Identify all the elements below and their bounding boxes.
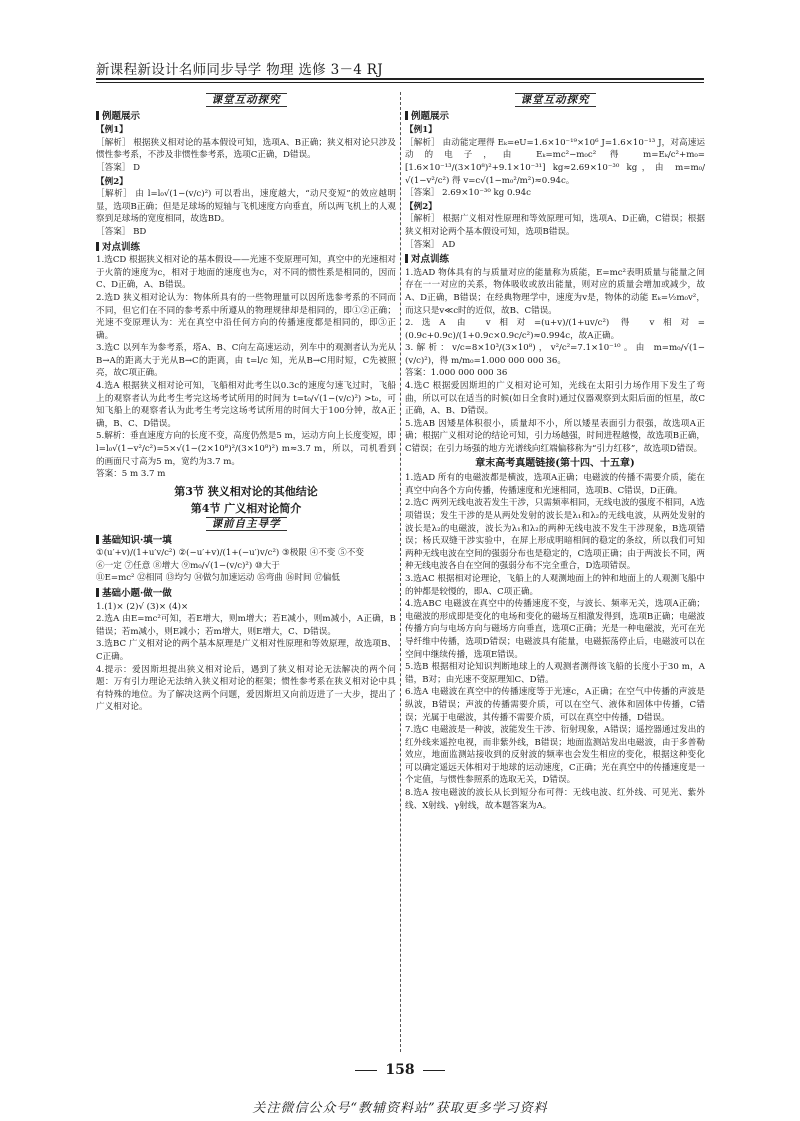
example-label: 【例1】 [405,125,437,136]
exercise-item: 3.选BC 广义相对论的两个基本原理是广义相对性原理和等效原理，故选项B、C正确。 [96,639,396,662]
footer-note: 关注微信公众号“教辅资料站”获取更多学习资料 [252,1101,548,1116]
right-column [405,92,705,812]
exercise-item: 5.解析：垂直速度方向的长度不变，高度仍然是5 m，运动方向上长度变短，即 l=l₀√(1−v²/c²)=5×√(1−(2×10⁸)²/(3×10⁸)²) m≈3.7 m，所以，司机看到的画面尺寸高为5 m，宽约为3.7 m。 [96,431,396,467]
example-answer: ［答案］ AD [405,239,456,250]
exercise-item: 1.选CD 根据狭义相对论的基本假设——光速不变原理可知，真空中的光速相对于火箭的速度为c，相对于地面的速度也为c，对不同的惯性系是相同的，因而C、D正确，A、B错误。 [96,255,396,291]
subsection-heading: 例题展示 [96,111,396,124]
example-label: 【例2】 [405,201,437,212]
section-banner: 课前自主导学 [96,518,396,531]
subsection-heading: 例题展示 [405,111,705,124]
fill-answers: ⑪E=mc² ⑫相同 ⑬均匀 ⑭做匀加速运动 ⑮弯曲 ⑯时间 ⑰偏低 [96,573,340,584]
subsection-heading: 对点训练 [405,254,705,267]
exercise-item: 2.选C 两列无线电波若发生干涉，只需频率相同，无线电波的强度不相同，A选项错误；发生干涉的是从两处发射的波长是λ₁和λ₂的无线电波，从两处发射的波长是λ₂的电磁波，波长为λ₁和λ₂的两种无线电波不发生干涉现象，B选项错误；杨氏双缝干涉实验中，在屏上形成明暗相间的稳定的条纹，所以我们可知两种无线电波在空间的强弱分布也是稳定的，C选项正确；由于两波长不同，两种无线电波各自在空间的强弱分布不完全重合，D选项错误。 [405,498,705,572]
exercise-item: 3.解析：v/c=8×10³/(3×10⁸)，v²/c²=7.1×10⁻¹⁰。由 m=m₀/√(1−(v/c)²)，得 m/m₀=1.000 000 000 36。 [405,343,705,366]
subsection-heading: 基础知识·填一填 [96,535,396,548]
page-number: 158 [0,1062,800,1078]
fill-answers: ①(u′+v)/(1+u′v/c²) ②(−u′+v)/(1+(−u′)v/c²) ③极限 ④不变 ⑤不变 [96,548,364,559]
subsection-heading: 对点训练 [96,242,396,255]
exercise-answer: 答案：1.000 000 000 36 [405,368,508,379]
exercise-item: 1.选AD 所有的电磁波都是横波，选项A正确；电磁波的传播不需要介质，能在真空中向各个方向传播，传播速度和光速相同，选项B、C错误，D正确。 [405,473,705,496]
exercise-item: 8.选A 按电磁波的波长从长到短分布可得：无线电波、红外线、可见光、紫外线、X射线、γ射线，故本题答案为A。 [405,788,705,811]
chapter-section-title: 第3节 狭义相对论的其他结论 [174,484,318,498]
section-banner: 课堂互动探究 [96,94,396,107]
chapter-section-title: 第4节 广义相对论简介 [190,502,302,516]
exercise-item: 2.选D 狭义相对论认为：物体所具有的一些物理量可以因所选参考系的不同而不同，但它们在不同的参考系中所遵从的物理规律却是相同的，即①②正确；光速不变原理认为：光在真空中沿任何方向的传播速度都是相同的，即③正确。 [96,292,396,341]
exercise-item: 7.选C 电磁波是一种波，波能发生干涉、衍射现象，A错误；遥控器通过发出的红外线来遥控电视，而非紫外线，B错误；地面监测站发出电磁波，由于多普勒效应，地面监测站接收到的反射波的频率也会发生相应的变化，根据这种变化可以确定遥远天体相对于地球的运动速度，C正确；光在真空中的传播速度是一个定值，与惯性参照系的选取无关，D错误。 [405,725,705,786]
header-rule-thin [96,82,704,83]
exercise-item: 3.选AC 根据相对论理论，飞船上的人观测地面上的钟和地面上的人观测飞船中的钟都是较慢的，即A、C项正确。 [405,573,705,597]
header-rule [96,78,704,80]
exercise-item: 1.(1)× (2)√ (3)× (4)× [96,601,189,612]
subsection-heading: 基础小题·做一做 [96,588,396,601]
exercise-item: 5.选AB 因矮星体积很小，质量却不小，所以矮星表面引力很强，故选项A正确；根据广义相对论的结论可知，引力场越强，时间进程越慢，故选项B正确，C错误；在引力场强的地方光谱线向红端偏移称为“引力红移”，故选项D错误。 [405,418,705,455]
example-answer: ［答案］ 2.69×10⁻³⁰ kg 0.94c [405,188,531,199]
left-column [96,92,396,714]
exercise-item: 2.选A 由 v相对=(u+v)/(1+uv/c²) 得 v相对=(0.9c+0.9c)/(1+0.9c×0.9c/c²)≈0.994c，故A正确。 [405,318,705,341]
example-label: 【例2】 [96,176,128,187]
exercise-item: 1.选AD 物体具有的与质量对应的能量称为质能，E=mc²表明质量与能量之间存在一一对应的关系，物体吸收或放出能量，则对应的质量会增加或减少，故A、D正确，B错误；在经典物理学中，速度为v是，物体的动能 Eₖ=½m₀v²，而这只是v≪c时的近似，故B、C错误。 [405,267,705,316]
exercise-item: 6.选A 电磁波在真空中的传播速度等于光速c，A正确；在空气中传播的声波是纵波，B错误；声波的传播需要介质，可以在空气、液体和固体中传播，C错误；光属于电磁波，其传播不需要介质，可以在真空中传播，D错误。 [405,687,705,723]
exercise-item: 5.选B 根据相对论知识判断地球上的人观测者测得该飞船的长度小于30 m，A错，B对；由光速不变原理知C、D错。 [405,662,705,685]
chapter-section-title: 章末高考真题链接(第十四、十五章) [475,457,635,469]
example-solution: ［解析］ 根据广义相对性原理和等效原理可知，选项A、D正确，C错误；根据狭义相对论两个基本假设可知，选项B错误。 [405,214,705,237]
exercise-item: 3.选C 以列车为参考系，塔A、B、C向左高速运动，列车中的观测者认为光从B→A的距离大于光从B→C的距离，由 t=l/c 知，光从B→C用时短，C先被照亮，故C项正确。 [96,343,396,379]
exercise-answer: 答案：5 m 3.7 m [96,469,166,480]
example-solution: ［解析］ 由动能定理得 Eₖ=eU=1.6×10⁻¹⁹×10⁶ J=1.6×10⁻¹³ J，对高速运动的电子，由 Eₖ=mc²−m₀c² 得 m=Eₖ/c²+m₀=[1.6×10⁻¹³/(3×10⁸)²+9.1×10⁻³¹] kg≈2.69×10⁻³⁰ kg，由 m=m₀/√(1−v²/c²) 得 v=c√(1−m₀²/m²)≈0.94c。 [405,137,705,186]
fill-answers: ⑥一定 ⑦任意 ⑧增大 ⑨m₀/√(1−(v/c)²) ⑩大于 [96,560,280,571]
column-divider [400,92,401,1052]
exercise-item: 4.选ABC 电磁波在真空中的传播速度不变，与波长、频率无关，选项A正确；电磁波的形成即是变化的电场和变化的磁场互相激发得到，选项B正确；电磁波传播方向与电场方向与磁场方向垂直，选项C正确；光是一种电磁波，光可在光导纤维中传播，选项D错误；电磁波具有能量，电磁振荡停止后，电磁波可以在空间中继续传播，选项E错误。 [405,599,705,660]
example-answer: ［答案］ BD [96,226,147,237]
section-banner: 课堂互动探究 [405,94,705,107]
example-solution: ［解析］ 由 l=l₀√(1−(v/c)²) 可以看出，速度越大，“动尺变短”的效应越明显，选项B正确；但是足球场的短轴与飞机速度方向垂直，所以两飞机上的人观察到足球场的宽度相同，故选BD。 [96,189,396,225]
example-solution: ［解析］ 根据狭义相对论的基本假设可知，选项A、B正确；狭义相对论只涉及惯性参考系，不涉及非惯性参考系，选项C正确，D错误。 [96,137,396,161]
exercise-item: 4.选A 根据狭义相对论可知，飞船相对此考生以0.3c的速度匀速飞过时，飞船上的观察者认为此考生考完这场考试所用的时间为 t=t₀/√(1−(v/c)²) >t₀，可知飞船上的观察者认为此考生考完这场考试所用的时间大于100分钟，故A正确，B、C、D错误。 [96,381,396,429]
page-header: 新课程新设计名师同步导学 物理 选修 3－4 RJ [96,62,383,78]
exercise-item: 4.提示：爱因斯坦提出狭义相对论后，遇到了狭义相对论无法解决的两个问题：万有引力理论无法纳入狭义相对论的框架；惯性参考系在狭义相对论中具有特殊的地位。为了解决这两个问题，爱因斯坦又向前迈进了一大步，提出了广义相对论。 [96,664,396,713]
example-answer: ［答案］ D [96,162,140,173]
exercise-item: 2.选A 由E=mc²可知，若E增大，则m增大；若E减小，则m减小，A正确，B错误；若m减小，则E减小；若m增大，则E增大，C、D错误。 [96,614,396,637]
exercise-item: 4.选C 根据爱因斯坦的广义相对论可知，光线在太阳引力场作用下发生了弯曲，所以可以在适当的时候(如日全食时)通过仪器观察到太阳后面的恒星，故C正确，A、B、D错误。 [405,381,705,417]
example-label: 【例1】 [96,125,128,136]
